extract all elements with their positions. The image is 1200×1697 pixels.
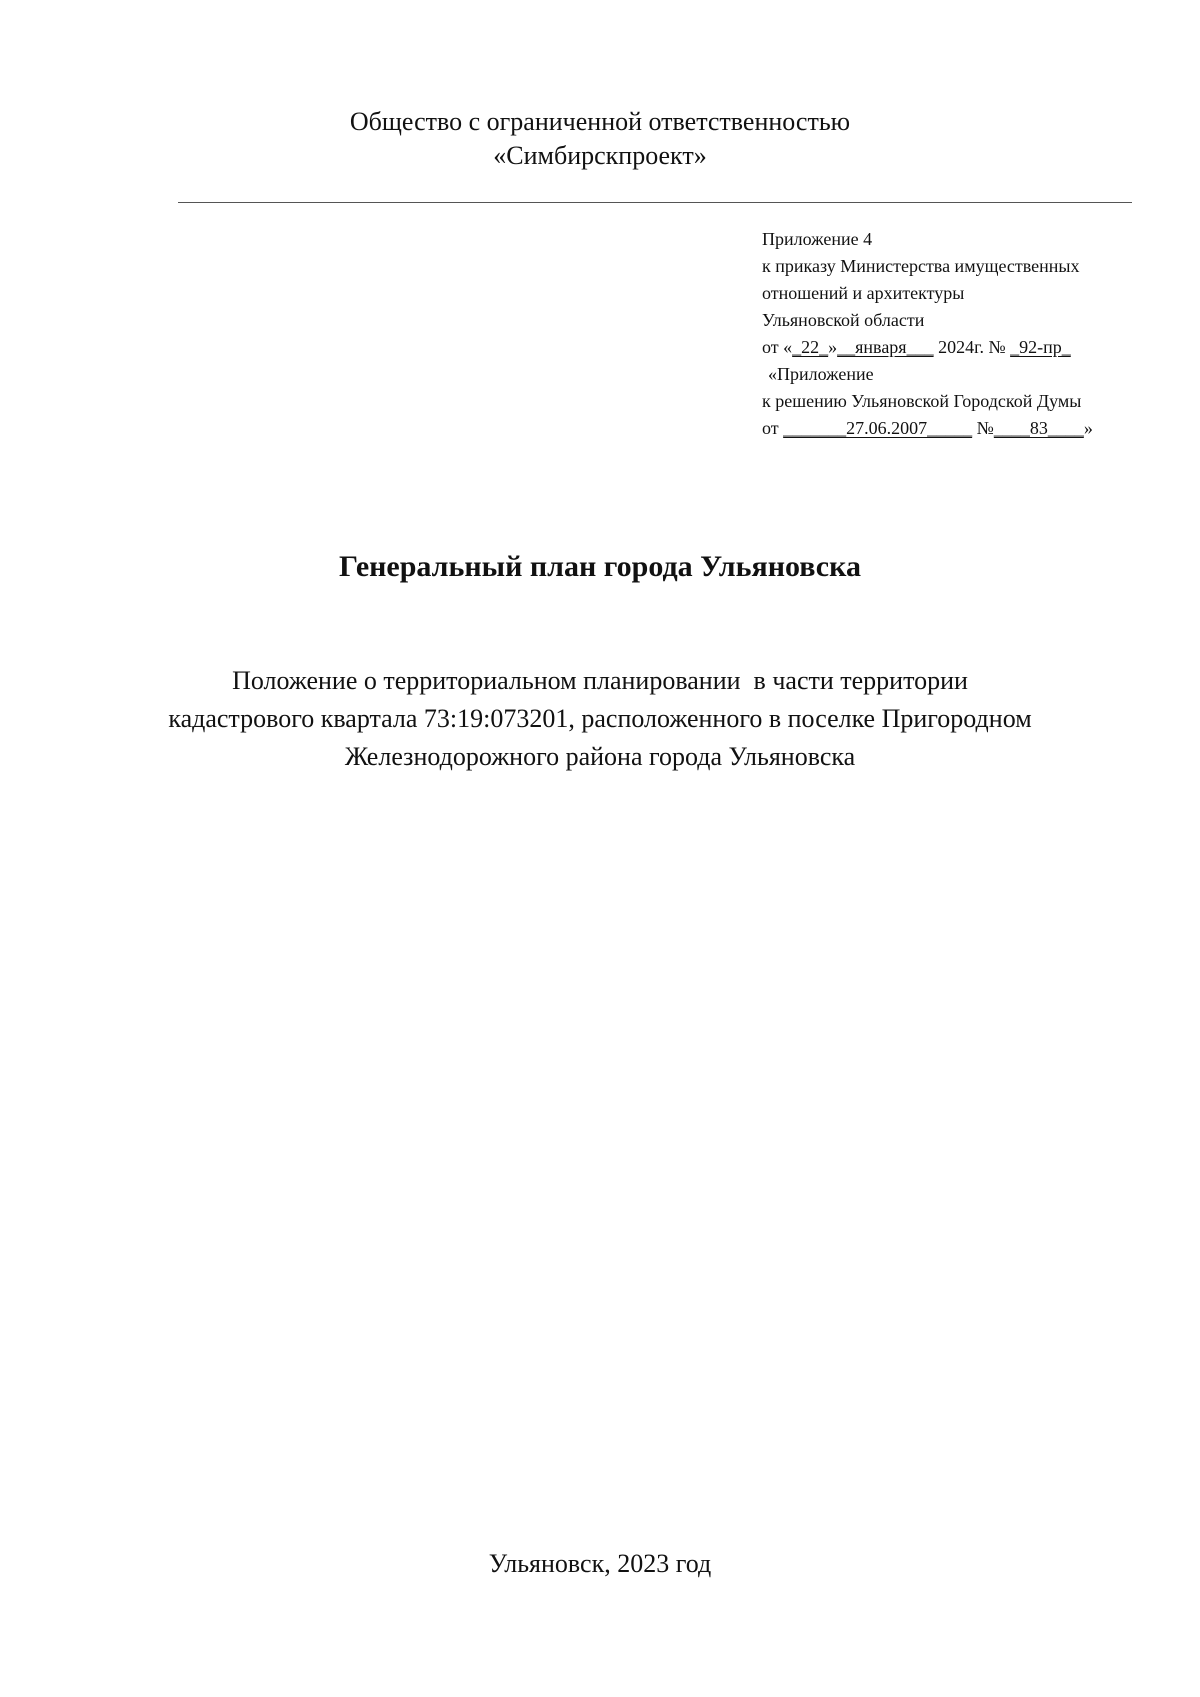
subtitle-line-1: Положение о территориальном планировании в части территории — [232, 666, 968, 695]
order-day: _22_ — [792, 337, 829, 357]
appendix-title: Приложение 4 — [762, 229, 873, 249]
decision-date: _______27.06.2007_____ — [783, 418, 973, 438]
city-year: Ульяновск, 2023 год — [488, 1549, 712, 1578]
document-subtitle — [0, 662, 1200, 776]
appendix-decision-ref: к решению Ульяновской Городской Думы — [762, 391, 1082, 411]
organization-name: Общество с ограниченной ответственностью — [349, 107, 851, 136]
order-date-mid: » — [828, 337, 838, 357]
appendix-order-date-line — [762, 334, 1182, 361]
order-month: __января___ — [837, 337, 934, 357]
organization-brand: «Симбирскпроект» — [493, 141, 707, 170]
appendix-block — [762, 226, 1182, 442]
decision-number: ____83____ — [993, 418, 1084, 438]
appendix-region: Ульяновской области — [762, 310, 925, 330]
decision-date-prefix: от — [762, 418, 784, 438]
appendix-decision-date-line — [762, 415, 1182, 442]
subtitle-line-2: кадастрового квартала 73:19:073201, расположенного в поселке Пригородном — [168, 704, 1032, 733]
appendix-order-ref: к приказу Министерства имущественных — [762, 256, 1080, 276]
decision-number-label: № — [972, 418, 994, 438]
order-number: _92-пр_ — [1010, 337, 1071, 357]
decision-suffix: » — [1083, 418, 1093, 438]
document-title: Генеральный план города Ульяновска — [339, 550, 861, 583]
order-date-prefix: от « — [762, 337, 793, 357]
subtitle-line-3: Железнодорожного района города Ульяновска — [344, 742, 856, 771]
appendix-annex-label: «Приложение — [768, 364, 874, 384]
appendix-ministry: отношений и архитектуры — [762, 283, 965, 303]
header-divider — [178, 202, 1132, 203]
order-year: 2024г. № — [933, 337, 1011, 357]
